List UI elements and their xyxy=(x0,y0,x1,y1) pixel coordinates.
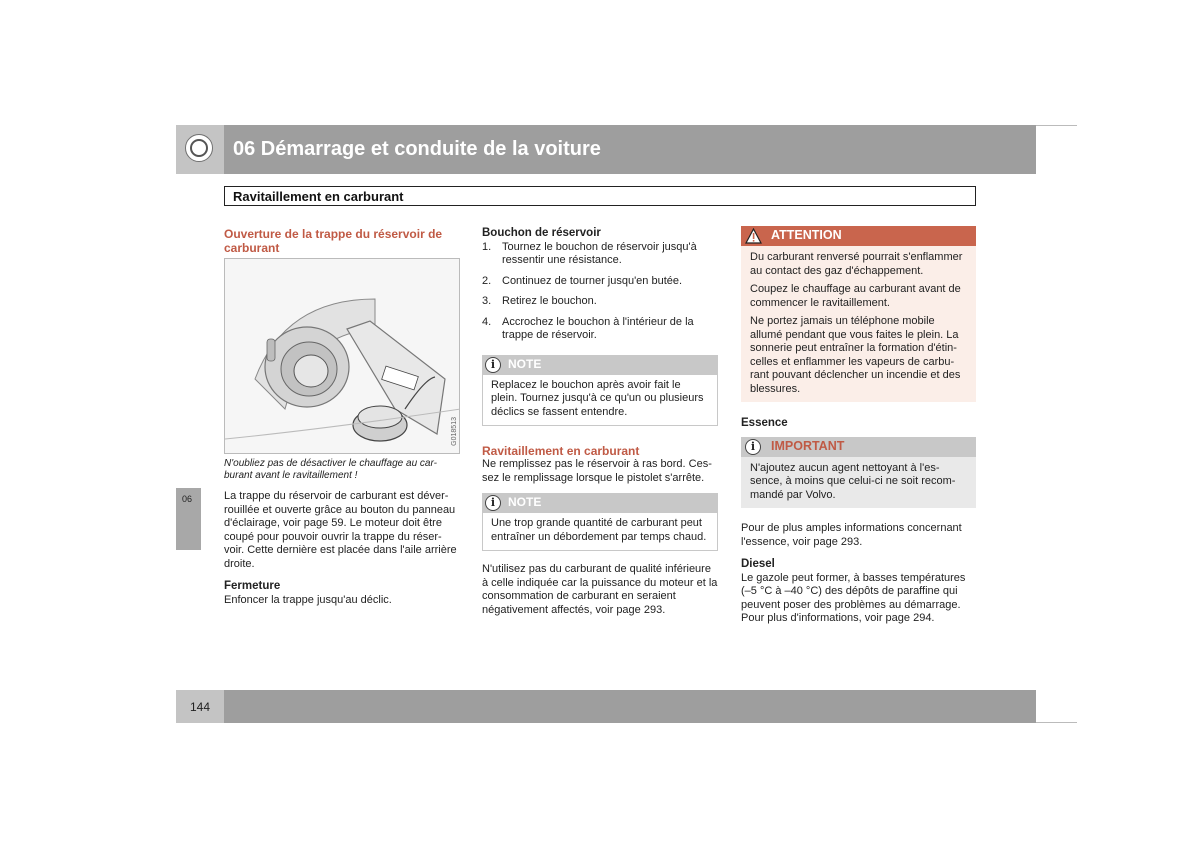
info-icon: i xyxy=(745,439,761,455)
diesel-heading: Diesel xyxy=(741,558,775,570)
fuel-quality-text: N'utilisez pas du carburant de qualité inférieure à celle indiquée car la puissance du moteur et la consommation de carburant en seraient négativement affectés, voir page 293. xyxy=(482,563,718,616)
chapter-tab-label: 06 xyxy=(182,494,193,504)
note-header xyxy=(482,355,718,375)
closing-heading: Fermeture xyxy=(224,580,281,592)
attention-text-1: Du carburant renversé pourrait s'enflammer au contact des gaz d'échappement. xyxy=(750,251,963,277)
important-body xyxy=(741,457,976,509)
attention-box xyxy=(741,226,976,402)
chapter-icon-box xyxy=(176,125,224,174)
list-item: 1. Tournez le bouchon de réservoir jusqu'à ressentir une résistance. xyxy=(482,240,697,266)
figure-code: G018513 xyxy=(451,417,458,446)
fuel-flap-drawing xyxy=(225,259,460,454)
note-header xyxy=(482,493,718,513)
attention-label: ATTENTION xyxy=(771,228,842,242)
important-label: IMPORTANT xyxy=(771,438,845,453)
attention-body xyxy=(741,246,976,402)
column-3 xyxy=(741,226,976,626)
attention-text-3: Ne portez jamais un téléphone mobile allumé pendant que vous faites le plein. La sonnerie peut entraîner la formation d'étin-celles et enflammer les vapeurs de carbu-rant pouvant déclencher un incendie et des blessures. xyxy=(750,315,961,395)
note-text: Replacez le bouchon après avoir fait le plein. Tournez jusqu'à ce qu'un ou plusieurs déclics se fassent entendre. xyxy=(491,378,704,418)
section-title: Ravitaillement en carburant xyxy=(233,189,404,204)
petrol-heading: Essence xyxy=(741,417,788,429)
page-number-box xyxy=(176,690,224,723)
list-item: 3. Retirez le bouchon. xyxy=(482,295,597,307)
info-icon: i xyxy=(485,357,501,373)
list-item: 2. Continuez de tourner jusqu'en butée. xyxy=(482,274,683,287)
page-number: 144 xyxy=(190,700,211,714)
steering-wheel-icon xyxy=(185,134,213,162)
fuel-flap-heading: Ouverture de la trappe du réservoir de carburant xyxy=(224,227,443,255)
column-1-text xyxy=(224,458,458,607)
chapter-title: 06 Démarrage et conduite de la voiture xyxy=(233,138,601,160)
fuel-flap-body: La trappe du réservoir de carburant est déver-rouillée et ouverte grâce au bouton du panneau d'éclairage, voir page 59. Le moteur doit être coupé pour pouvoir ouvrir la trappe du réser-voir. Cette dernière est placée dans l'aile arrière droite. xyxy=(224,490,457,570)
column-1 xyxy=(224,227,462,255)
petrol-text: Pour de plus amples informations concernant l'essence, voir page 293. xyxy=(741,522,962,548)
footer-rule xyxy=(1036,722,1077,723)
note-box-2 xyxy=(482,493,718,551)
diesel-text: Le gazole peut former, à basses températures (–5 °C à –40 °C) des dépôts de paraffine qui peuvent poser des problèmes au démarrage. Pour plus d'informations, voir page 294. xyxy=(741,571,966,624)
attention-header xyxy=(741,226,976,246)
info-icon: i xyxy=(485,495,501,511)
cap-heading: Bouchon de réservoir xyxy=(482,227,601,239)
refuel-text: Ne remplissez pas le réservoir à ras bord. Ces-sez le remplissage lorsque le pistolet s'arrête. xyxy=(482,458,712,484)
note-text: Une trop grande quantité de carburant peut entraîner un débordement par temps chaud. xyxy=(491,517,707,543)
section-title-box xyxy=(224,186,976,206)
cap-steps-list xyxy=(482,241,718,343)
note-label: NOTE xyxy=(508,495,542,509)
important-header xyxy=(741,437,976,457)
note-body xyxy=(482,375,718,427)
note-box-1 xyxy=(482,355,718,427)
note-body xyxy=(482,513,718,551)
attention-text-2: Coupez le chauffage au carburant avant de commencer le ravitaillement. xyxy=(750,283,961,309)
header-rule xyxy=(1036,125,1077,126)
note-label: NOTE xyxy=(508,356,542,371)
closing-text: Enfoncer la trappe jusqu'au déclic. xyxy=(224,593,392,606)
warning-triangle-icon xyxy=(745,228,762,244)
fuel-flap-illustration xyxy=(224,258,460,454)
footer-bar xyxy=(224,690,1036,723)
list-item: 4. Accrochez le bouchon à l'intérieur de la trappe de réservoir. xyxy=(482,315,694,341)
column-2 xyxy=(482,227,718,617)
important-box xyxy=(741,437,976,509)
chapter-tab xyxy=(176,488,201,550)
refuel-heading: Ravitaillement en carburant xyxy=(482,444,640,458)
figure-caption: N'oubliez pas de désactiver le chauffage au car-burant avant le ravitaillement ! xyxy=(224,458,437,481)
important-text: N'ajoutez aucun agent nettoyant à l'es-sence, à moins que celui-ci ne soit recom-mandé par Volvo. xyxy=(750,461,956,501)
chapter-header xyxy=(224,125,1036,174)
